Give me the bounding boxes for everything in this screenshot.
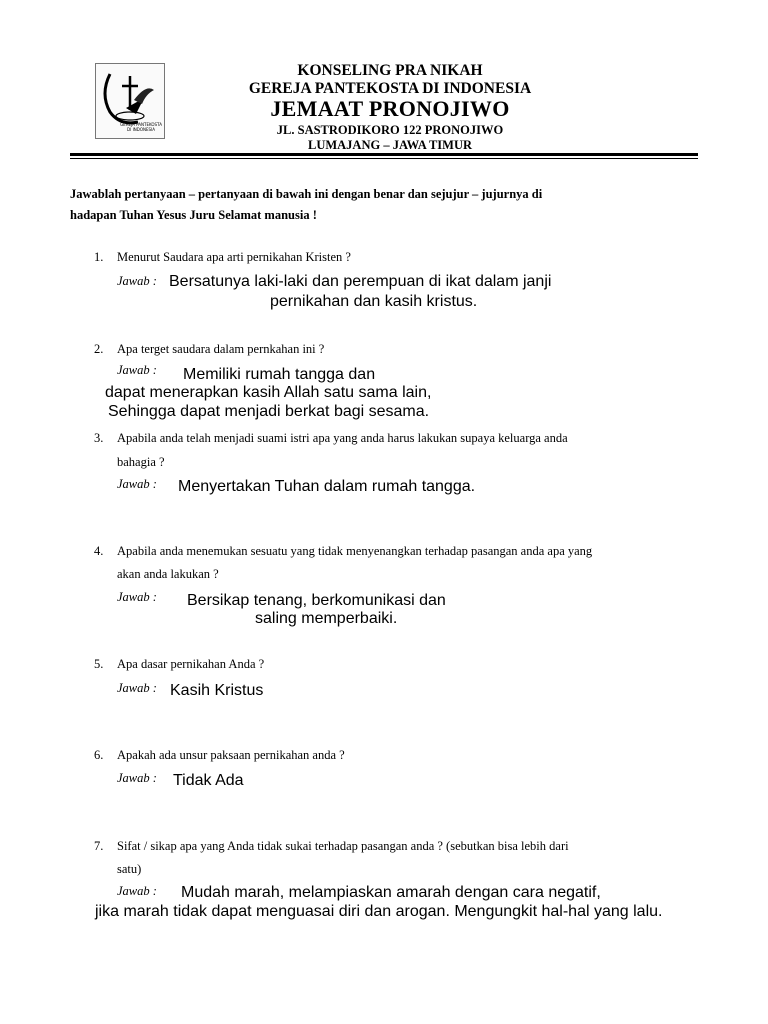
question-text: Apa dasar pernikahan Anda ?	[117, 657, 265, 671]
answer-label: Jawab :	[117, 477, 157, 491]
answer-text: pernikahan dan kasih kristus.	[270, 293, 478, 310]
answer-label: Jawab :	[117, 590, 157, 604]
question-number: 5.	[94, 657, 104, 671]
question-text: satu)	[117, 862, 142, 876]
question-text: Menurut Saudara apa arti pernikahan Kristen ?	[117, 250, 351, 264]
answer-text: Kasih Kristus	[170, 682, 264, 699]
header-title: KONSELING PRA NIKAH	[297, 62, 483, 79]
header-city: LUMAJANG – JAWA TIMUR	[307, 138, 472, 152]
question-text: Sifat / sikap apa yang Anda tidak sukai terhadap pasangan anda ? (sebutkan bisa lebih dari	[117, 839, 569, 853]
header-divider-thin	[70, 158, 698, 159]
answer-text: jika marah tidak dapat menguasai diri dan arogan. Mengungkit hal-hal yang lalu.	[95, 903, 663, 920]
instructions-line-1: Jawablah pertanyaan – pertanyaan di bawah ini dengan benar dan sejujur – jujurnya di	[70, 187, 543, 201]
question-text: Apa terget saudara dalam pernkahan ini ?	[117, 342, 325, 356]
header-address: JL. SASTRODIKORO 122 PRONOJIWO	[276, 123, 504, 137]
answer-label: Jawab :	[117, 681, 157, 695]
answer-text: Memiliki rumah tangga dan	[183, 366, 376, 383]
answer-text: Menyertakan Tuhan dalam rumah tangga.	[178, 478, 476, 495]
header-divider-thick	[70, 153, 698, 156]
answer-text: dapat menerapkan kasih Allah satu sama lain,	[105, 384, 432, 401]
question-number: 6.	[94, 748, 104, 762]
answer-text: Bersikap tenang, berkomunikasi dan	[187, 592, 446, 609]
answer-label: Jawab :	[117, 884, 157, 898]
question-text: Apakah ada unsur paksaan pernikahan anda ?	[117, 748, 345, 762]
header-congregation: JEMAAT PRONOJIWO	[270, 96, 510, 121]
logo-caption: GEREJA PANTEKOSTA DI INDONESIA	[120, 122, 162, 132]
answer-text: Mudah marah, melampiaskan amarah dengan cara negatif,	[181, 884, 601, 901]
answer-label: Jawab :	[117, 274, 157, 288]
question-number: 2.	[94, 342, 104, 356]
question-text: bahagia ?	[117, 455, 165, 469]
question-number: 4.	[94, 544, 104, 558]
header-church-name: GEREJA PANTEKOSTA DI INDONESIA	[248, 80, 532, 97]
question-text: Apabila anda menemukan sesuatu yang tidak menyenangkan terhadap pasangan anda apa yang	[117, 544, 593, 558]
question-number: 3.	[94, 431, 104, 445]
question-number: 7.	[94, 839, 104, 853]
instructions-line-2: hadapan Tuhan Yesus Juru Selamat manusia !	[70, 208, 317, 222]
question-number: 1.	[94, 250, 104, 264]
question-text: Apabila anda telah menjadi suami istri apa yang anda harus lakukan supaya keluarga anda	[117, 431, 568, 445]
answer-text: Tidak Ada	[173, 772, 244, 789]
answer-text: Bersatunya laki-laki dan perempuan di ikat dalam janji	[169, 273, 552, 290]
answer-label: Jawab :	[117, 771, 157, 785]
answer-text: saling memperbaiki.	[255, 610, 398, 627]
answer-label: Jawab :	[117, 363, 157, 377]
question-text: akan anda lakukan ?	[117, 567, 219, 581]
answer-text: Sehingga dapat menjadi berkat bagi sesama.	[108, 403, 430, 420]
